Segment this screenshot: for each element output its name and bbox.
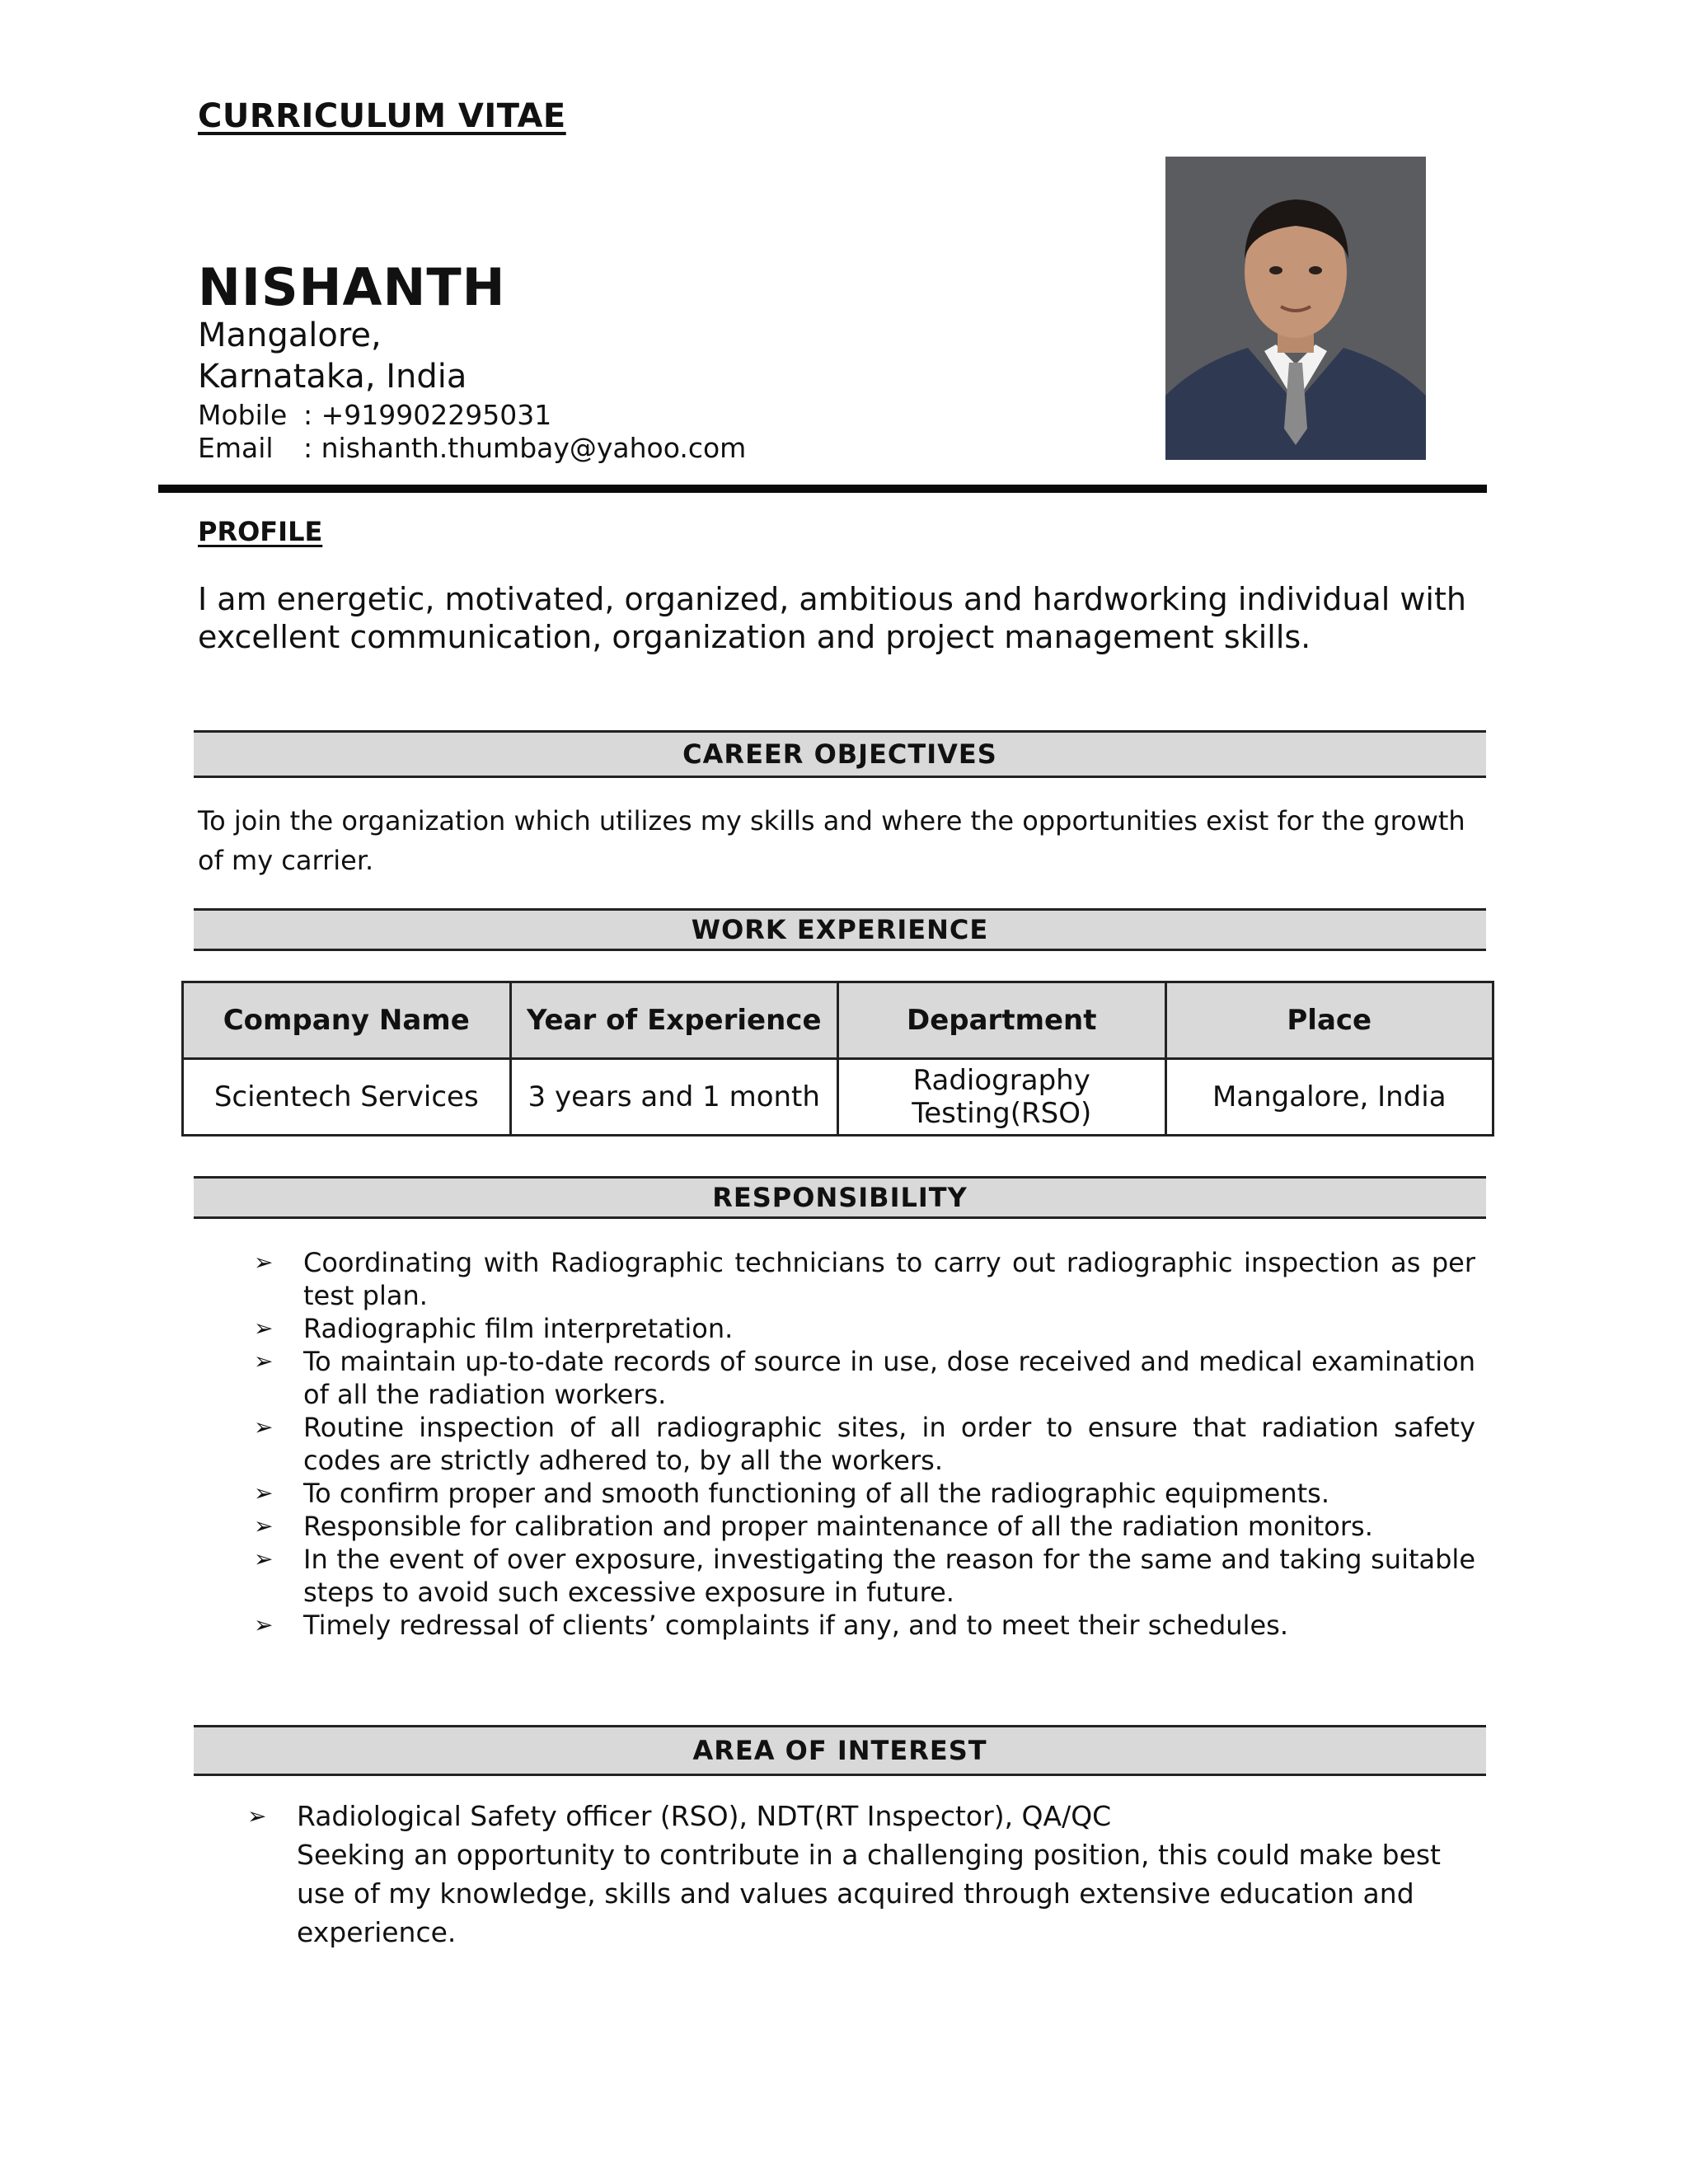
cell-company: Scientech Services [183, 1059, 511, 1136]
arrow-bullet-icon: ➢ [247, 1802, 267, 1830]
col-year-of-experience: Year of Experience [510, 982, 838, 1059]
profile-text: I am energetic, motivated, organized, ambitious and hardworking individual with excellent communication, organization and project management skills. [198, 581, 1466, 655]
work-experience-table [181, 981, 1494, 1137]
list-item: ➢ Coordinating with Radiographic technicians to carry out radiographic inspection as per test plan. [254, 1247, 1475, 1311]
list-item: ➢ Radiographic film interpretation. [254, 1313, 734, 1344]
list-item: ➢ In the event of over exposure, investigating the reason for the same and taking suitable steps to avoid such excessive exposure in future. [254, 1544, 1475, 1608]
responsibility-list [247, 1246, 1475, 1642]
address-line-2: Karnataka, India [198, 358, 467, 396]
arrow-bullet-icon: ➢ [254, 1249, 274, 1276]
arrow-bullet-icon: ➢ [254, 1413, 274, 1441]
table-row [183, 1059, 1493, 1136]
cell-experience: 3 years and 1 month [510, 1059, 838, 1136]
interest-roles: ➢ Radiological Safety officer (RSO), NDT(RT Inspector), QA/QC [247, 1797, 1467, 1835]
interest-text: Seeking an opportunity to contribute in a challenging position, this could make best use of my knowledge, skills and values acquired through extensive education and experience. [297, 1839, 1441, 1948]
work-experience-heading: WORK EXPERIENCE [194, 908, 1486, 951]
list-item: ➢ Timely redressal of clients’ complaints if any, and to meet their schedules. [254, 1610, 1288, 1641]
arrow-bullet-icon: ➢ [254, 1347, 274, 1375]
table-header-row [183, 982, 1493, 1059]
list-item: ➢ To maintain up-to-date records of source in use, dose received and medical examination of all the radiation workers. [254, 1346, 1475, 1410]
col-department: Department [838, 982, 1166, 1059]
career-objectives-heading: CAREER OBJECTIVES [194, 730, 1486, 778]
area-of-interest-block [247, 1797, 1467, 1952]
cv-title: CURRICULUM VITAE [198, 97, 566, 135]
list-item: ➢ Routine inspection of all radiographic sites, in order to ensure that radiation safety codes are strictly adhered to, by all the workers. [254, 1412, 1475, 1476]
list-item: ➢ To confirm proper and smooth functioning of all the radiographic equipments. [254, 1478, 1329, 1509]
cell-department: Radiography Testing(RSO) [838, 1059, 1166, 1136]
list-item: ➢ Responsible for calibration and proper maintenance of all the radiation monitors. [254, 1511, 1373, 1542]
profile-heading: PROFILE [198, 516, 323, 547]
col-company-name: Company Name [183, 982, 511, 1059]
email-label: Email [198, 432, 274, 464]
mobile-label: Mobile [198, 399, 288, 431]
area-of-interest-heading: AREA OF INTEREST [194, 1725, 1486, 1776]
address-line-1: Mangalore, [198, 316, 382, 354]
arrow-bullet-icon: ➢ [254, 1545, 274, 1572]
candidate-name: NISHANTH [198, 257, 506, 317]
mobile-value: : +919902295031 [303, 399, 552, 431]
mobile-row [198, 399, 551, 431]
arrow-bullet-icon: ➢ [254, 1512, 274, 1540]
header-divider [158, 485, 1487, 493]
career-objectives-text: To join the organization which utilizes my skills and where the opportunities exist for the growth of my carrier. [198, 805, 1465, 876]
arrow-bullet-icon: ➢ [254, 1315, 274, 1342]
profile-photo [1165, 157, 1426, 460]
cell-place: Mangalore, India [1165, 1059, 1493, 1136]
email-row [198, 432, 746, 464]
responsibility-heading: RESPONSIBILITY [194, 1176, 1486, 1219]
col-place: Place [1165, 982, 1493, 1059]
arrow-bullet-icon: ➢ [254, 1479, 274, 1507]
arrow-bullet-icon: ➢ [254, 1611, 274, 1638]
email-value: : nishanth.thumbay@yahoo.com [303, 432, 747, 464]
